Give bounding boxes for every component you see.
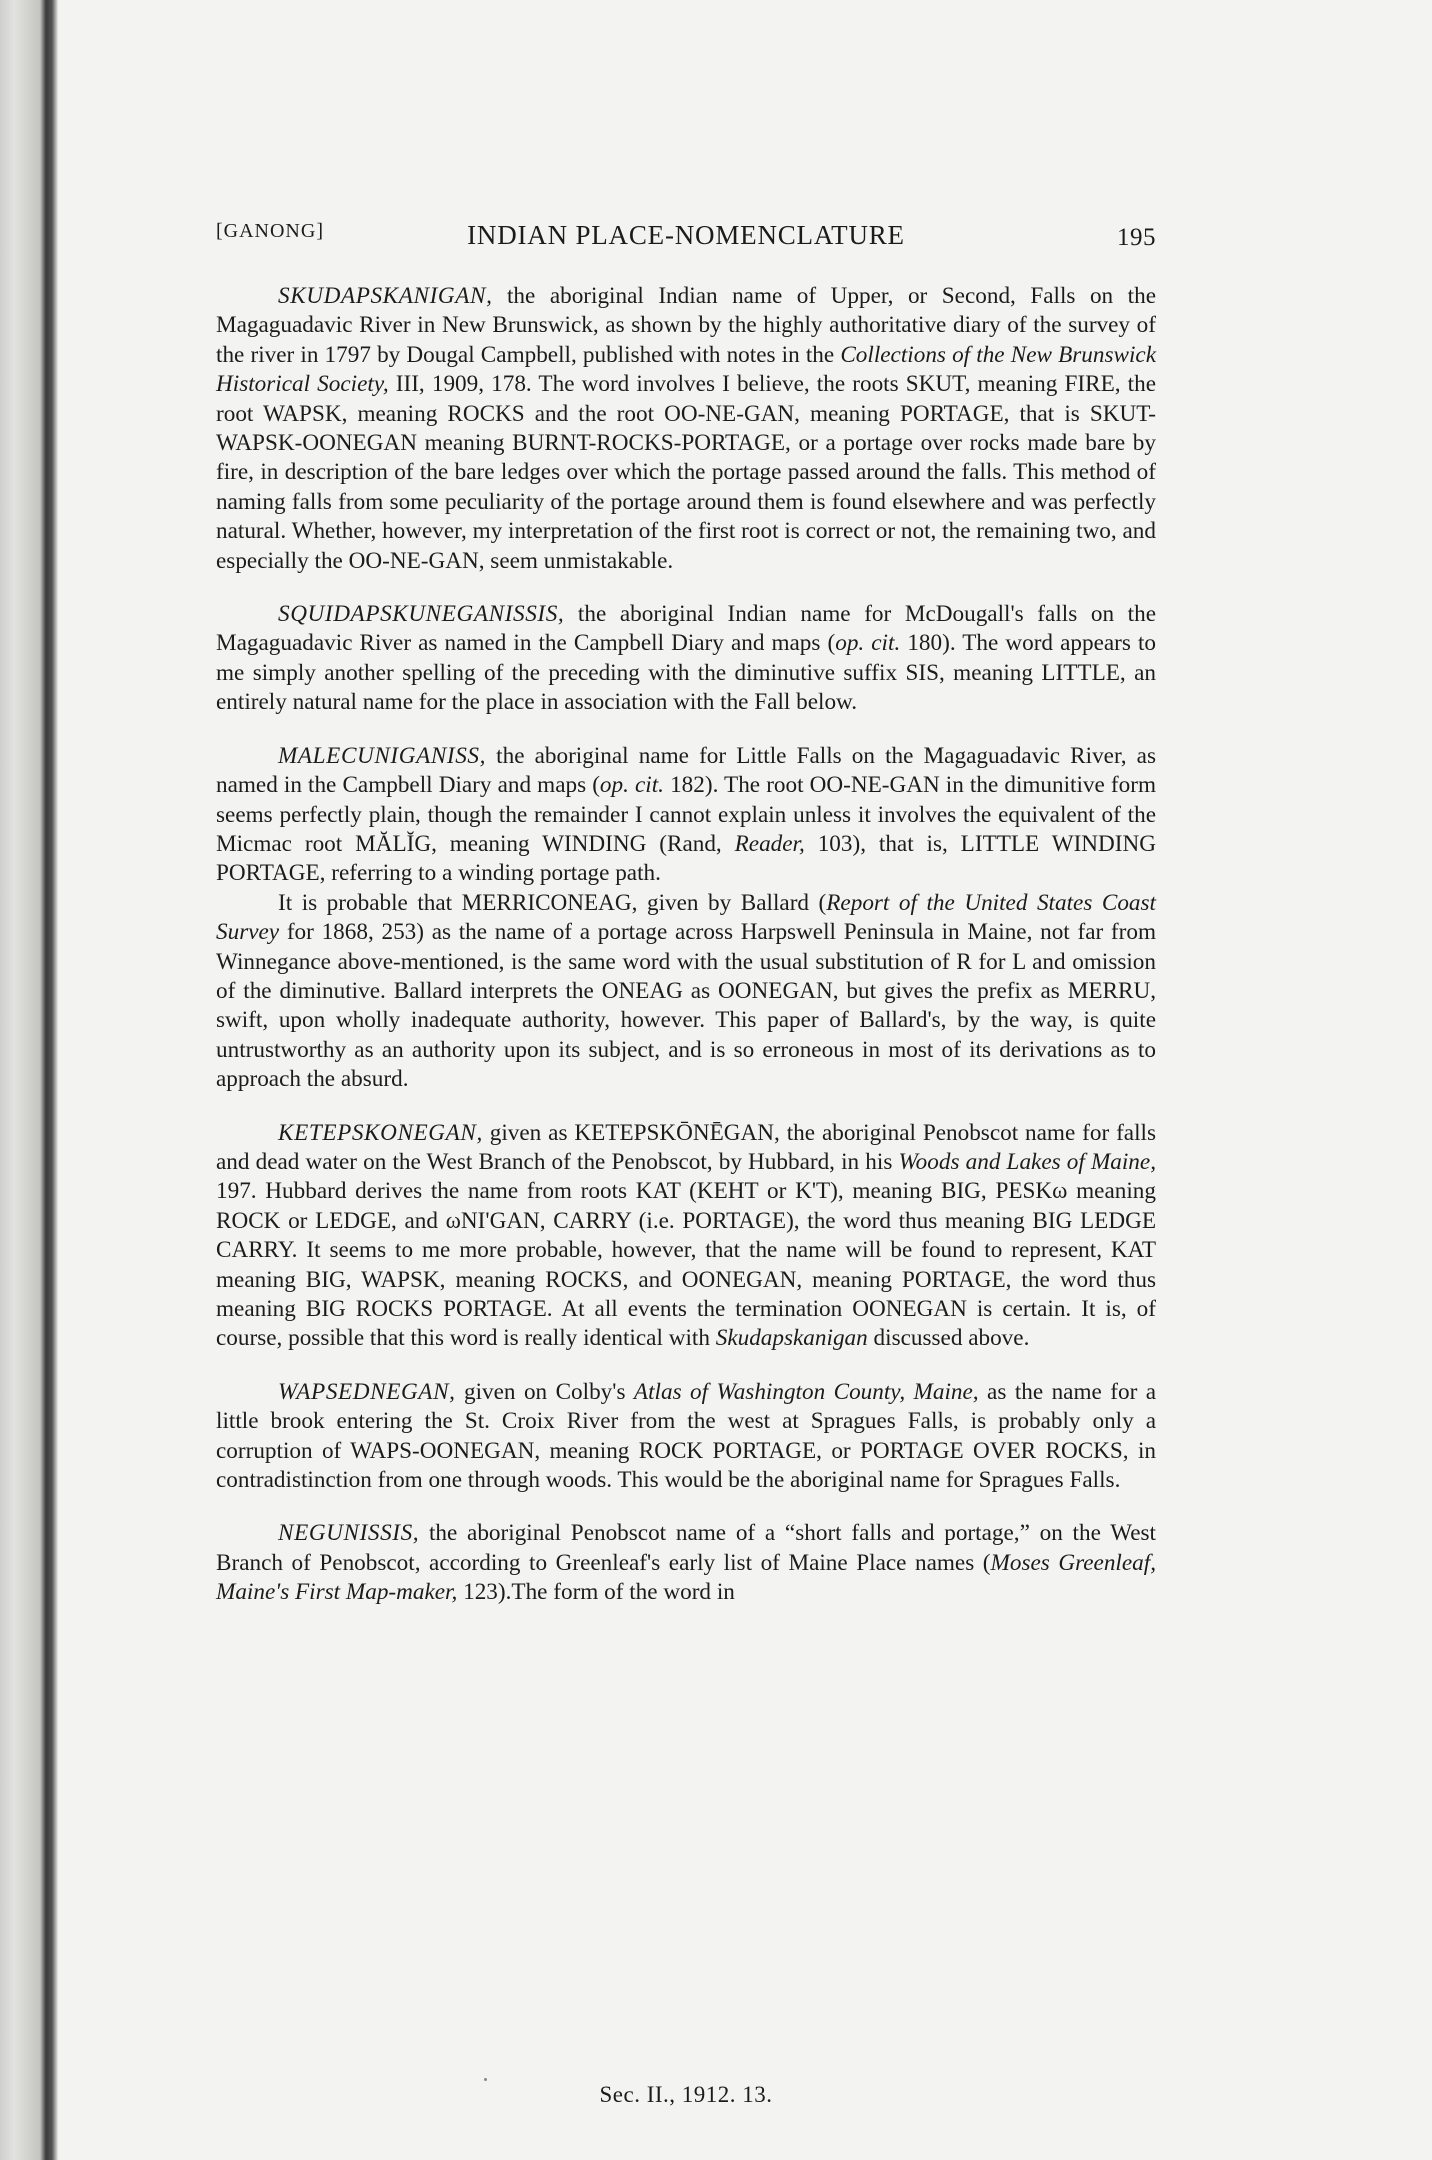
paragraph-merriconeag: It is probable that MERRICONEAG, given by Ballard (Report of the United States Coast Survey for 1868, 253) as the name of a portage across Harpswell Peninsula in Maine, not far from Winnegance above-mentioned, is the same word with the usual substitution of R for L and omission of the diminutive. Ballard interprets the ONEAG as OONEGAN, but gives the prefix as MERRU, swift, upon wholly inadequate authority, however. This paper of Ballard's, by the way, is quite untrustworthy as an authority upon its subject, and is so erroneous in most of its derivations as to approach the absurd. bbox=[216, 889, 1156, 1093]
headword: NEGUNISSIS, bbox=[278, 1520, 420, 1547]
paragraph-malecuniganiss: MALECUNIGANISS, the aboriginal name for Little Falls on the Magaguadavic River, as named in the Campbell Diary and maps (op. cit. 182). The root OO-NE-GAN in the dimunitive form seems perfectly plain, though the remainder I cannot explain unless it involves the equivalent of the Micmac root MĂLĬG, meaning WINDING (Rand, Reader, 103), that is, LITTLE WINDING PORTAGE, referring to a winding portage path. bbox=[216, 742, 1157, 887]
headword: MALECUNIGANISS, bbox=[278, 742, 487, 769]
signature-mark: Sec. II., 1912. 13. bbox=[599, 2082, 773, 2107]
headword: KETEPSKONEGAN, bbox=[278, 1119, 483, 1146]
author-tag: [GANONG] bbox=[216, 220, 324, 242]
book-binding-edge bbox=[0, 0, 58, 2160]
headword: SKUDAPSKANIGAN, bbox=[278, 283, 493, 309]
print-speck bbox=[484, 2078, 487, 2081]
headword: WAPSEDNEGAN, bbox=[278, 1378, 456, 1405]
page-number: 195 bbox=[1117, 224, 1156, 251]
headword: SQUIDAPSKUNEGANISSIS, bbox=[278, 601, 565, 628]
paragraph-squidapskuneganissis: SQUIDAPSKUNEGANISSIS, the aboriginal Indian name for McDougall's falls on the Magaguadavic River as named in the Campbell Diary and maps (op. cit. 180). The word appears to me simply another spelling of the preceding with the diminutive suffix SIS, meaning LITTLE, an entirely natural name for the place in association with the Fall below. bbox=[216, 601, 1156, 716]
paragraph-skudapskanigan: SKUDAPSKANIGAN, the aboriginal Indian name of Upper, or Second, Falls on the Magaguadavic River in New Brunswick, as shown by the highly authoritative diary of the survey of the river in 1797 by Dougal Campbell, published with notes in the Collections of the New Brunswick Historical Society, III, 1909, 178. The word involves I believe, the roots SKUT, meaning FIRE, the root WAPSK, meaning ROCKS and the root OO-NE-GAN, meaning PORTAGE, that is SKUT-WAPSK-OONEGAN meaning BURNT-ROCKS-PORTAGE, or a portage over rocks made bare by fire, in description of the bare ledges over which the portage passed around the falls. This method of naming falls from some peculiarity of the portage around them is found elsewhere and was perfectly natural. Whether, however, my interpretation of the first root is correct or not, the remaining two, and especially the OO-NE-GAN, seem unmistakable. bbox=[216, 283, 1156, 574]
page-title: INDIAN PLACE-NOMENCLATURE bbox=[467, 220, 905, 250]
paragraph-ketepskonegan: KETEPSKONEGAN, given as KETEPSKŌNĒGAN, the aboriginal Penobscot name for falls and dead water on the West Branch of the Penobscot, by Hubbard, in his Woods and Lakes of Maine, 197. Hubbard derives the name from roots KAT (KEHT or K'T), meaning BIG, PESKω meaning ROCK or LEDGE, and ωNI'GAN, CARRY (i.e. PORTAGE), the word thus meaning BIG LEDGE CARRY. It seems to me more probable, however, that the name will be found to represent, KAT meaning BIG, WAPSK, meaning ROCKS, and OONEGAN, meaning PORTAGE, the word thus meaning BIG ROCKS PORTAGE. At all events the termination OONEGAN is certain. It is, of course, possible that this word is really identical with Skudapskanigan discussed above. bbox=[216, 1119, 1156, 1352]
document-page bbox=[216, 220, 1157, 2107]
paragraph-negunissis: NEGUNISSIS, the aboriginal Penobscot name of a “short falls and portage,” on the West Branch of Penobscot, according to Greenleaf's early list of Maine Place names (Moses Greenleaf, Maine's First Map-maker, 123).The form of the word in bbox=[216, 1520, 1156, 1606]
running-head bbox=[216, 220, 1156, 260]
paragraph-wapsednegan: WAPSEDNEGAN, given on Colby's Atlas of Washington County, Maine, as the name for a little brook entering the St. Croix River from the west at Spragues Falls, is probably only a corruption of WAPS-OONEGAN, meaning ROCK PORTAGE, or PORTAGE OVER ROCKS, in contradistinction from one through woods. This would be the aboriginal name for Spragues Falls. bbox=[216, 1378, 1157, 1494]
